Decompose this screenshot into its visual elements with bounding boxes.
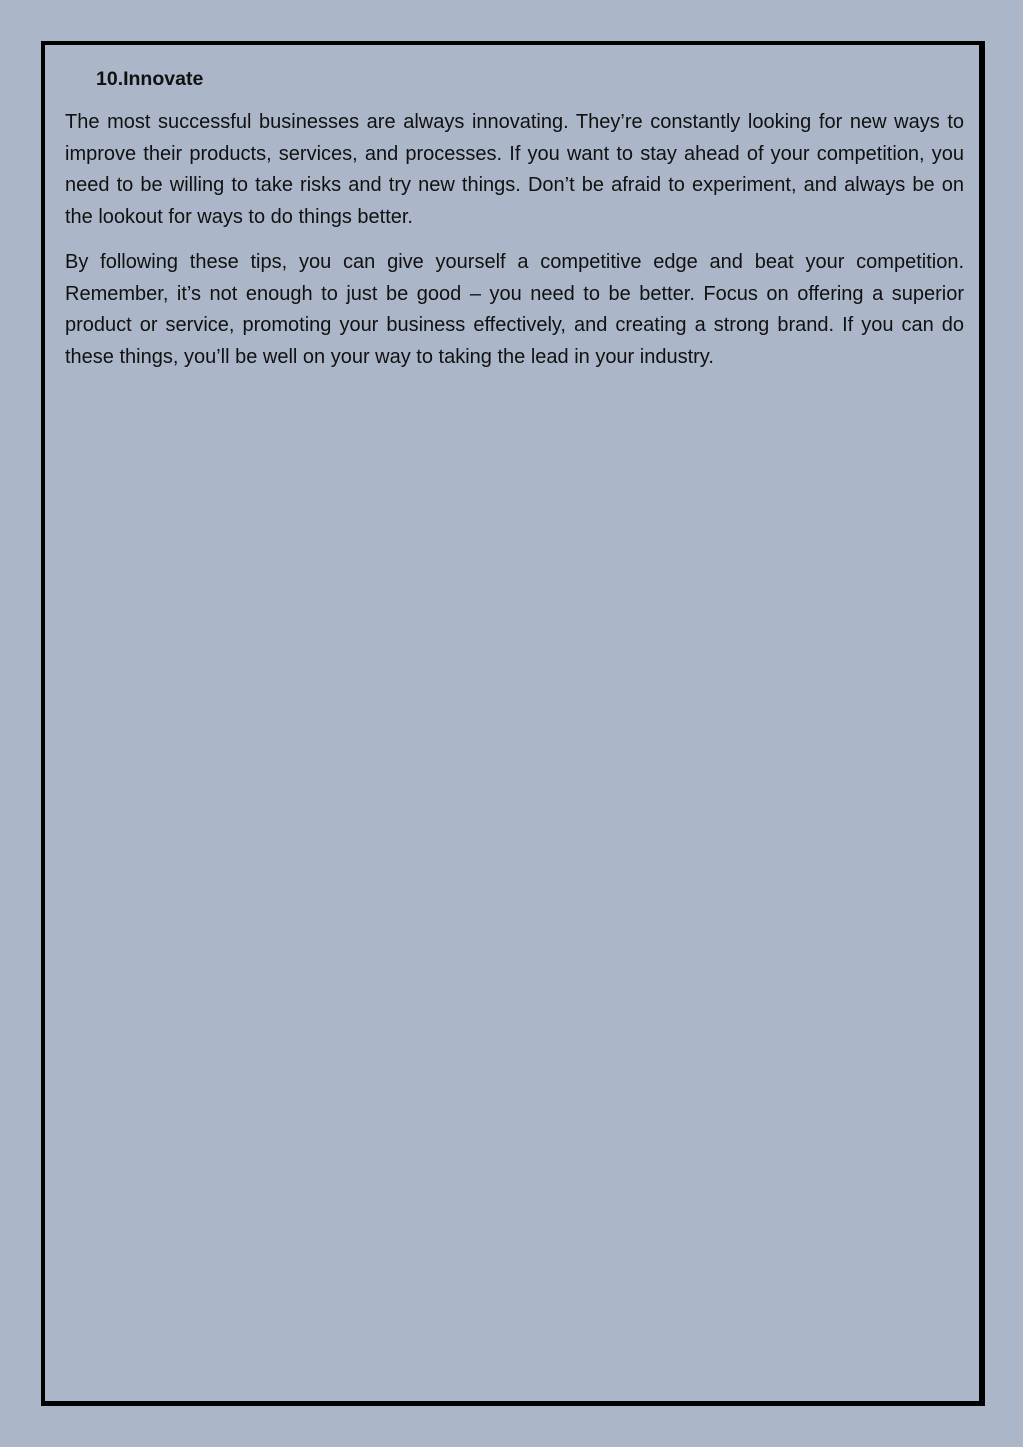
section-heading: 10.Innovate (96, 68, 204, 90)
paragraph-conclusion: By following these tips, you can give yourself a competitive edge and beat your competition. Remember, it’s not enough to just be good – you need to be better. Focus on offering a superior product or service, promoting your business effectively, and creating a strong brand. If you can do these things, you’ll be well on your way to taking the lead in your industry. (65, 251, 964, 368)
document-content (65, 65, 964, 387)
page-frame (41, 41, 985, 1406)
paragraph-innovate: The most successful businesses are always innovating. They’re constantly looking for new ways to improve their products, services, and processes. If you want to stay ahead of your competition, you need to be willing to take risks and try new things. Don’t be afraid to experiment, and always be on the lookout for ways to do things better. (65, 111, 964, 228)
